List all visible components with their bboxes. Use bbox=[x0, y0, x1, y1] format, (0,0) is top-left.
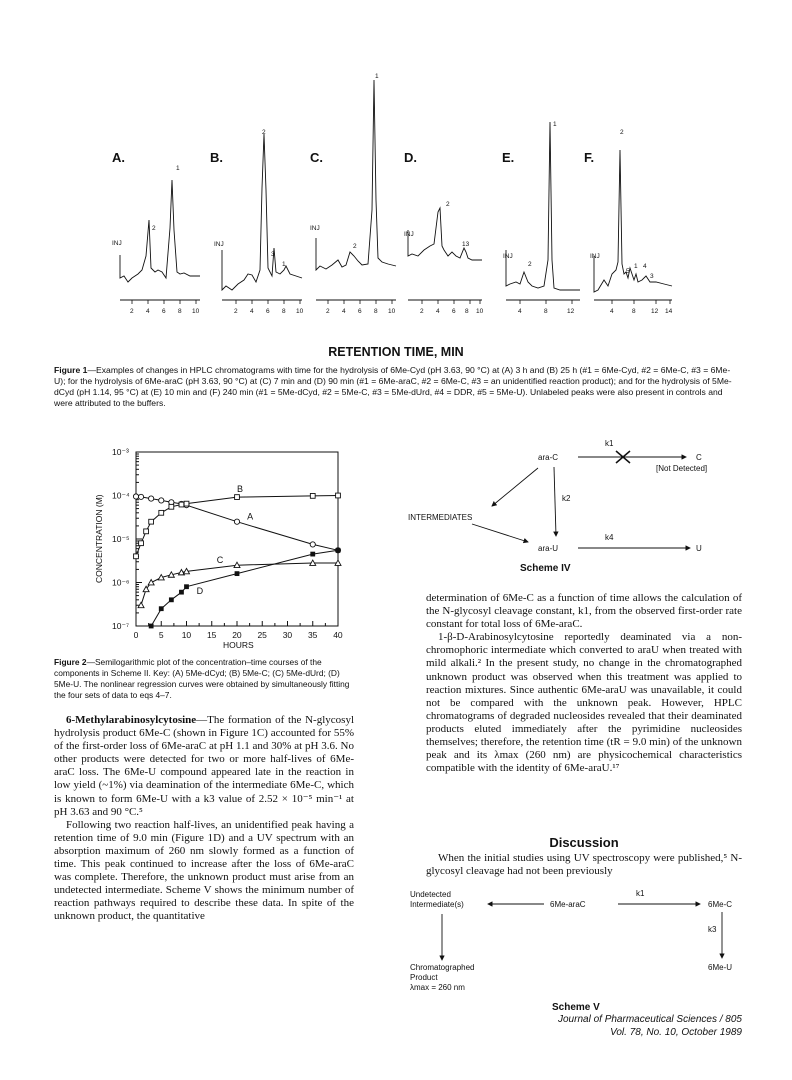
figure2-caption-text: —Semilogarithmic plot of the concentration–time courses of the components in Scheme II. Key: (A) 5Me-dCyd; (B) 5Me-C; (C) 5Me-dUrd; (D) 5Me-U. The nonlinear regression curves were obtained by simultaneously fitting the four sets of data to eqs 4–7. bbox=[54, 657, 350, 700]
tick-e-8: 8 bbox=[544, 308, 548, 315]
scheme5-right: 6Me-C bbox=[708, 900, 733, 909]
chromatogram-e bbox=[506, 122, 580, 290]
data-point-a bbox=[310, 542, 315, 547]
curve-b bbox=[136, 496, 338, 557]
chromatogram-b bbox=[222, 134, 302, 290]
figure1-caption bbox=[54, 365, 740, 409]
peak-label-f2: 2 bbox=[620, 129, 624, 136]
tick-d-6: 6 bbox=[452, 308, 456, 315]
panel-letter-f: F. bbox=[584, 150, 595, 165]
tick-c-2: 2 bbox=[326, 308, 330, 315]
scheme5-product-line1: Chromatographed bbox=[410, 963, 475, 972]
chromatogram-c bbox=[316, 80, 396, 270]
section-title-6me-arac: 6-Methylarabinosylcytosine bbox=[66, 714, 197, 726]
tick-b-8: 8 bbox=[282, 308, 286, 315]
panel-letter-c: C. bbox=[310, 150, 323, 165]
scheme4-u: U bbox=[696, 544, 702, 553]
peak-label-b3: 3 bbox=[271, 251, 275, 258]
x-tick-label: 40 bbox=[333, 630, 343, 640]
scheme4-ara-u: ara-U bbox=[538, 544, 559, 553]
data-point-d bbox=[310, 552, 315, 557]
data-point-b bbox=[159, 510, 164, 515]
inj-label-e: INJ bbox=[503, 253, 513, 260]
tick-a-6: 6 bbox=[162, 308, 166, 315]
chromatogram-f bbox=[594, 150, 672, 292]
x-tick-label: 15 bbox=[206, 630, 217, 640]
tick-a-2: 2 bbox=[130, 308, 134, 315]
figure1-axis-title: RETENTION TIME, MIN bbox=[328, 345, 464, 359]
scheme4-ara-c: ara-C bbox=[538, 453, 559, 462]
scheme5-undetected: Undetected bbox=[410, 890, 451, 899]
inj-label-c: INJ bbox=[310, 225, 320, 232]
x-tick-label: 10 bbox=[181, 630, 192, 640]
data-point-d bbox=[336, 548, 341, 553]
peak-label-f5: 5 bbox=[626, 268, 630, 275]
chromatogram-a bbox=[120, 180, 200, 282]
curve-label-b: B bbox=[237, 484, 244, 495]
scheme5-bottom-right: 6Me-U bbox=[708, 963, 733, 972]
inj-label-d: INJ bbox=[404, 231, 414, 238]
x-tick-label: 35 bbox=[307, 630, 318, 640]
data-point-b bbox=[336, 493, 341, 498]
tick-a-10: 10 bbox=[192, 308, 200, 315]
scheme5-lambda: λmax = 260 nm bbox=[410, 983, 465, 992]
paragraph-unknown-peak: Following two reaction half-lives, an unidentified peak having a retention time of 9.0 min (Figure 1D) and a UV spectrum with an absorption maximum of 260 nm slowly formed as a function of time. This peak continued to increase after the loss of 6Me-araC was complete. Therefore, the unknown product must arise from an undetected intermediate. Scheme V shows the minimum number of reaction pathways required to describe these data. In spite of the unknown product, the quantitative bbox=[54, 818, 354, 923]
tick-a-4: 4 bbox=[146, 308, 150, 315]
data-point-b bbox=[184, 501, 189, 506]
paragraph-6me-arac bbox=[54, 714, 354, 819]
data-point-d bbox=[149, 624, 154, 629]
data-point-b bbox=[310, 493, 315, 498]
chromatogram-d bbox=[408, 208, 482, 260]
data-point-b bbox=[134, 554, 139, 559]
data-point-b bbox=[179, 502, 184, 507]
inj-label-f: INJ bbox=[590, 253, 600, 260]
peak-label-f4: 4 bbox=[643, 263, 647, 270]
data-point-b bbox=[144, 529, 149, 534]
tick-e-4: 4 bbox=[518, 308, 522, 315]
tick-d-4: 4 bbox=[436, 308, 440, 315]
tick-c-6: 6 bbox=[358, 308, 362, 315]
x-axis-label: HOURS bbox=[223, 640, 254, 650]
scheme4-k2: k2 bbox=[562, 494, 571, 503]
figure1-caption-label: Figure 1 bbox=[54, 365, 88, 375]
scheme5-k1: k1 bbox=[636, 889, 645, 898]
scheme5-title: Scheme V bbox=[552, 1002, 600, 1013]
figure2-caption bbox=[54, 657, 354, 701]
peak-label-e2: 2 bbox=[528, 261, 532, 268]
scheme4-k1: k1 bbox=[605, 439, 614, 448]
tick-c-4: 4 bbox=[342, 308, 346, 315]
panel-letter-e: E. bbox=[502, 150, 515, 165]
scheme-v-diagram bbox=[404, 884, 746, 994]
peak-label-b2: 2 bbox=[262, 129, 266, 136]
tick-d-10: 10 bbox=[476, 308, 484, 315]
peak-label-d13: 13 bbox=[462, 241, 470, 248]
y-tick-label: 10⁻⁴ bbox=[112, 490, 130, 501]
concentration-plot bbox=[54, 440, 354, 655]
tick-c-8: 8 bbox=[374, 308, 378, 315]
tick-d-8: 8 bbox=[465, 308, 469, 315]
tick-b-4: 4 bbox=[250, 308, 254, 315]
curve-label-d: D bbox=[196, 585, 204, 596]
y-tick-label: 10⁻⁵ bbox=[112, 534, 130, 544]
data-point-a bbox=[149, 496, 154, 501]
scheme-iv-diagram bbox=[400, 436, 760, 566]
scheme4-intermediates: INTERMEDIATES bbox=[408, 513, 473, 522]
journal-name: Journal of Pharmaceutical Sciences / 805 bbox=[558, 1014, 742, 1025]
inj-label-b: INJ bbox=[214, 241, 224, 248]
x-tick-label: 0 bbox=[133, 630, 139, 640]
tick-f-8: 8 bbox=[632, 308, 636, 315]
journal-volume: Vol. 78, No. 10, October 1989 bbox=[610, 1027, 742, 1038]
y-tick-label: 10⁻³ bbox=[112, 447, 129, 457]
data-point-d bbox=[179, 590, 184, 595]
tick-f-12: 12 bbox=[651, 308, 659, 315]
data-point-a bbox=[234, 519, 239, 524]
plot-frame bbox=[136, 452, 338, 626]
scheme5-product-line2: Product bbox=[410, 973, 438, 982]
curve-d bbox=[151, 550, 338, 626]
scheme4-title: Scheme IV bbox=[520, 563, 571, 574]
tick-c-10: 10 bbox=[388, 308, 396, 315]
peak-label-c2: 2 bbox=[353, 243, 357, 250]
x-tick-label: 20 bbox=[232, 630, 242, 640]
paragraph-determination: determination of 6Me-C as a function of time allows the calculation of the N-glycosyl cleavage constant, k1, from the observed first-order rate constant for total loss of 6Me-araC. bbox=[426, 592, 742, 631]
panel-letter-d: D. bbox=[404, 150, 417, 165]
journal-footer bbox=[558, 1013, 742, 1039]
y-tick-label: 10⁻⁷ bbox=[112, 621, 130, 631]
data-point-b bbox=[139, 541, 144, 546]
scheme4-not-detected: [Not Detected] bbox=[656, 464, 708, 473]
tick-d-2: 2 bbox=[420, 308, 424, 315]
figure1-caption-text: —Examples of changes in HPLC chromatograms with time for the hydrolysis of 6Me-Cyd (pH 3.63, 90 °C) at (A) 3 h and (B) 25 h (#1 = 6Me-Cyd, #2 = 6Me-C, #3 = 6Me-U); for the hydrolysis of 6Me-araC (pH 3.63, 90 °C) at (C) 7 min and (D) 90 min (#1 = 6Me-araC, #2 = 6Me-C, #3 = an unidentified reaction product); and for the hydrolysis of 5Me-dCyd (pH 1.14, 95 °C) at (E) 10 min and (F) 240 min (#1 = 5Me-dCyd, #2 = 5Me-C, #3 = 5Me-dUrd, #4 = DDR, #5 = 5Me-U). Unlabeled peaks were also present in controls and were attributed to the buffers. bbox=[54, 365, 732, 408]
scheme5-intermediates: Intermediate(s) bbox=[410, 900, 464, 909]
data-point-a bbox=[138, 494, 143, 499]
paragraph-arabinosylcytosine: 1-β-D-Arabinosylcytosine reportedly deaminated via a non-chromophoric intermediate which converted to araU when treated with mild alkali.² In the present study, no change in the chromatographed unknown product was observed when this treatment was applied to reaction mixtures. Since authentic 6Me-araU was unavailable, it could not be compared with the unknown peak. However, HPLC chromatograms of degraded nucleosides revealed that their deaminated products eluted immediately after the pyrimidine nucleosides themselves; therefore, the retention time (tR = 9.0 min) of the unknown peak and its λmax (260 nm) are physicochemical characteristics compatible with the identity of 6Me-araU.¹⁷ bbox=[426, 631, 742, 775]
inj-label-a: INJ bbox=[112, 240, 122, 247]
data-point-d bbox=[184, 584, 189, 589]
figure2-caption-label: Figure 2 bbox=[54, 657, 87, 667]
peak-label-e1: 1 bbox=[553, 121, 557, 128]
tick-b-6: 6 bbox=[266, 308, 270, 315]
scheme5-k3: k3 bbox=[708, 925, 717, 934]
data-point-b bbox=[169, 504, 174, 509]
right-column-text bbox=[426, 592, 742, 775]
paragraph-discussion: When the initial studies using UV spectroscopy were published,⁵ N-glycosyl cleavage had not been previously bbox=[426, 852, 742, 878]
tick-f-4: 4 bbox=[610, 308, 614, 315]
paragraph-text: —The formation of the N-glycosyl hydrolysis product 6Me-C (shown in Figure 1C) accounted for 55% of the first-order loss of 6Me-araC at pH 1.1 and 30% at pH 3.6. No other products were detected for two or more half-lives of 6Me-araC loss. The 6Me-U compound appeared late in the reaction in low yield (~1%) via deamination of the intermediate 6Me-C, which is known to form 6Me-U with a k3 value of 2.52 × 10⁻⁵ min⁻¹ at pH 3.63 and 90 °C.⁵ bbox=[54, 714, 354, 818]
data-point-a bbox=[133, 494, 138, 499]
x-tick-label: 30 bbox=[282, 630, 293, 640]
panel-letter-b: B. bbox=[210, 150, 223, 165]
tick-f-14: 14 bbox=[665, 308, 673, 315]
data-point-a bbox=[159, 498, 164, 503]
data-point-c bbox=[148, 580, 154, 585]
peak-label-f1: 1 bbox=[634, 263, 638, 270]
x-tick-label: 25 bbox=[257, 630, 267, 640]
tick-b-2: 2 bbox=[234, 308, 238, 315]
left-column-text bbox=[54, 714, 354, 924]
peak-label-a2: 2 bbox=[152, 225, 156, 232]
data-point-d bbox=[159, 606, 164, 611]
discussion-text bbox=[426, 852, 742, 878]
curve-label-c: C bbox=[216, 555, 224, 566]
peak-label-d2: 2 bbox=[446, 201, 450, 208]
tick-a-8: 8 bbox=[178, 308, 182, 315]
data-point-d bbox=[235, 571, 240, 576]
panel-letter-a: A. bbox=[112, 150, 125, 165]
x-tick-label: 5 bbox=[158, 630, 164, 640]
peak-label-c1: 1 bbox=[375, 73, 379, 80]
data-point-d bbox=[169, 597, 174, 602]
y-tick-label: 10⁻⁶ bbox=[112, 577, 130, 588]
tick-e-12: 12 bbox=[567, 308, 575, 315]
peak-label-b1: 1 bbox=[282, 261, 286, 268]
data-point-b bbox=[149, 519, 154, 524]
discussion-heading: Discussion bbox=[549, 835, 619, 850]
scheme4-c: C bbox=[696, 453, 702, 462]
curve-label-a: A bbox=[247, 511, 254, 522]
y-axis-label: CONCENTRATION (M) bbox=[94, 494, 104, 583]
peak-label-f3: 3 bbox=[650, 273, 654, 280]
peak-label-a1: 1 bbox=[176, 165, 180, 172]
tick-b-10: 10 bbox=[296, 308, 304, 315]
data-point-b bbox=[235, 495, 240, 500]
chromatograms bbox=[0, 60, 792, 330]
scheme4-k4: k4 bbox=[605, 533, 614, 542]
scheme5-center: 6Me-araC bbox=[550, 900, 586, 909]
